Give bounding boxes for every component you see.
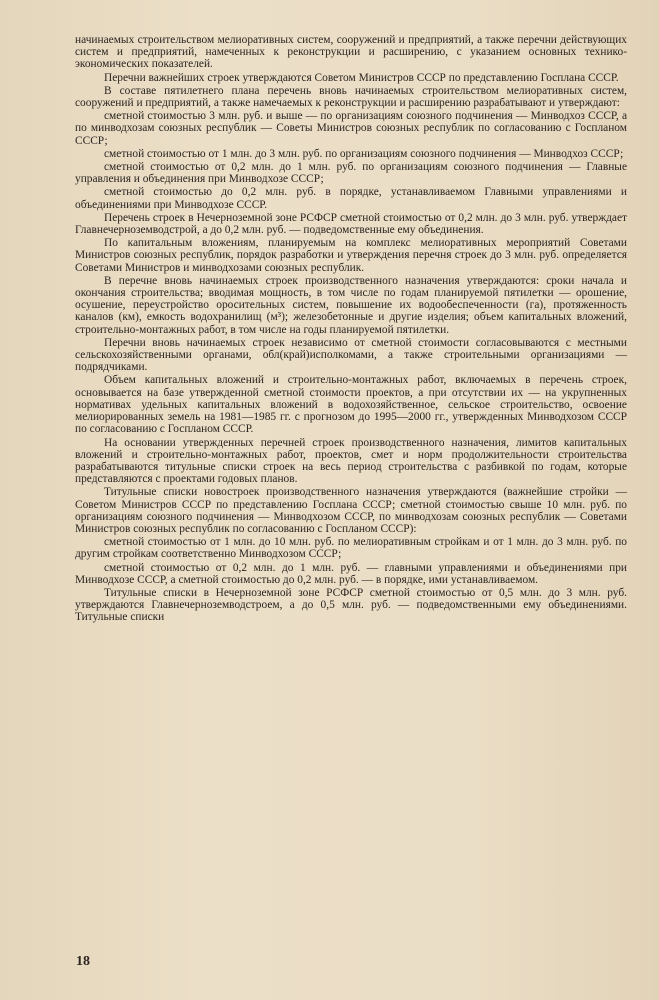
paragraph: Перечень строек в Нечерноземной зоне РСФСР сметной стоимостью от 0,2 млн. до 3 млн. руб. утверждает Главнечерноземводстрой, а до 0,2 млн. руб. — подведомственные ему объединения. [75,211,627,237]
paragraph: начинаемых строительством мелиоративных систем, сооружений и предприятий, а также перечни действующих систем и предприятий, намеченных к реконструкции и расширению, с указанием основных технико-экономических показателей. [75,34,627,71]
paragraph: сметной стоимостью от 1 млн. до 3 млн. руб. по организациям союзного подчинения — Минводхоз СССР; [104,147,624,160]
paragraph: Перечни вновь начинаемых строек независимо от сметной стоимости согласовываются с местными сельскохозяйственными органами, обл(край)исполкомами, а также строительными организациями — подрядчиками. [75,336,627,374]
paragraph: Объем капитальных вложений и строительно-монтажных работ, включаемых в перечень строек, основывается на базе утвержденной сметной стоимости проектов, а при отсутствии их — на укрупненных нормативах удельных капитальных вложений в водохозяйственное, сельское строительство, освоение мелиорированных земель на 1981—1985 гг. с прогнозом до 1995—2000 гг., утвержденных Минводхозом СССР по согласованию с Госпланом СССР. [75,374,627,436]
page-text [75,34,627,624]
paragraph: Титульные списки в Нечерноземной зоне РСФСР сметной стоимостью от 0,5 млн. до 3 млн. руб. утверждаются Главнечерноземводстроем, а до 0,5 млн. руб. — подведомственными ему объединениями. Титульные списки [75,586,627,624]
paragraph: сметной стоимостью до 0,2 млн. руб. в порядке, устанавливаемом Главными управлениями и объединениями при Минводхозе СССР. [75,186,627,211]
paragraph: сметной стоимостью 3 млн. руб. и выше — по организациям союзного подчинения — Минводхоз СССР, а по минводхозам союзных республик — Советы Министров союзных республик по согласованию с Госпланом СССР; [75,110,627,147]
paragraph: сметной стоимостью от 0,2 млн. до 1 млн. руб. — главными управлениями и объединениями при Минводхозе СССР, а сметной стоимостью до 0,2 млн. руб. — в порядке, ими устанавливаемом. [75,561,627,586]
paragraph: В перечне вновь начинаемых строек производственного назначения утверждаются: сроки начала и окончания строительства; вводимая мощность, в том числе по годам планируемой пятилетки — орошение, осушение, переустройство оросительных систем, повышение их водообеспеченности (га), протяженность каналов (км), емкость водохранилищ (м³); железобетонные и другие изделия; объем капитальных вложений, строительно-монтажных работ, в том числе на годы планируемой пятилетки. [75,274,627,336]
page-number: 18 [76,954,90,969]
paragraph: Титульные списки новостроек производственного назначения утверждаются (важнейшие стройки — Советом Министров СССР по представлению Госплана СССР; сметной стоимостью свыше 10 млн. руб. по организациям союзного подчинения — Минводхозом СССР, по минводхозам союзных республик — Советами Министров союзных республик по согласованию с Госпланом СССР): [75,486,627,535]
paragraph: сметной стоимостью от 1 млн. до 10 млн. руб. по мелиоративным стройкам и от 1 млн. до 3 млн. руб. по другим стройкам соответственно Минводхозом СССР; [75,536,627,561]
paragraph: По капитальным вложениям, планируемым на комплекс мелиоративных мероприятий Советами Министров союзных республик, порядок разработки и утверждения перечня строек до 3 млн. руб. определяется Советами Министров и минводхозами союзных республик. [75,237,627,274]
paragraph: сметной стоимостью от 0,2 млн. до 1 млн. руб. по организациям союзного подчинения — Главные управления и объединения при Минводхозе СССР; [75,161,627,186]
paragraph: В составе пятилетнего плана перечень вновь начинаемых строительством мелиоративных систем, сооружений и предприятий, а также намечаемых к реконструкции и расширению разрабатывают и утверждают: [75,84,627,110]
paragraph: Перечни важнейших строек утверждаются Советом Министров СССР по представлению Госплана СССР. [104,71,619,84]
paragraph: На основании утвержденных перечней строек производственного назначения, лимитов капитальных вложений и строительно-монтажных работ, проектов, смет и норм продолжительности строительства разрабатываются титульные списки строек на весь период строительства с разбивкой по годам, которые представляются с проектами годовых планов. [75,436,627,486]
